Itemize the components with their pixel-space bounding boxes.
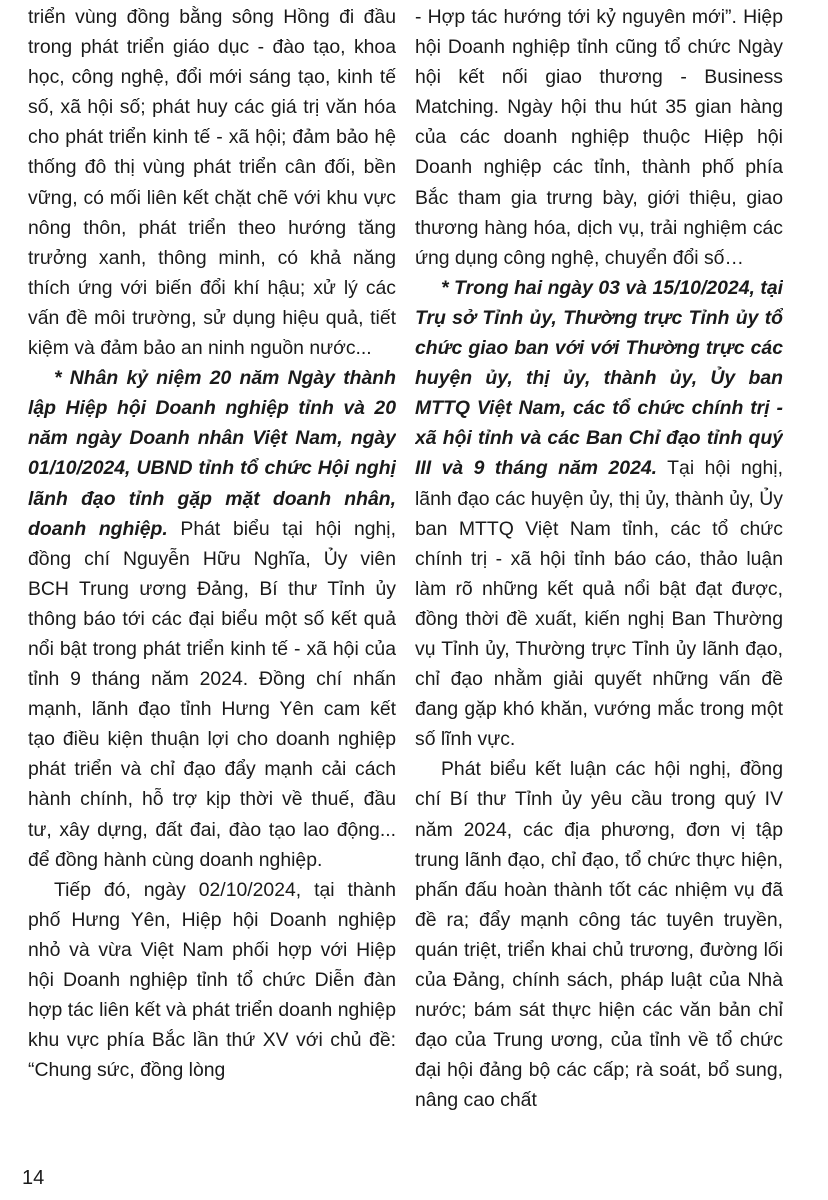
- body-text: Phát biểu tại hội nghị, đồng chí Nguyễn Hữu Nghĩa, Ủy viên BCH Trung ương Đảng, Bí thư Tỉnh ủy thông báo tới các đại biểu một số kết quả nổi bật trong phát triển kinh tế - xã hội của tỉnh 9 tháng năm 2024. Đồng chí nhấn mạnh, lãnh đạo tỉnh Hưng Yên cam kết tạo điều kiện thuận lợi cho doanh nghiệp phát triển và chỉ đạo đẩy mạnh cải cách hành chính, hỗ trợ kịp thời về thuế, đầu tư, xây dựng, đất đai, đào tạo lao động... để đồng hành cùng doanh nghiệp.: [28, 517, 396, 871]
- body-text: triển vùng đồng bằng sông Hồng đi đầu trong phát triển giáo dục - đào tạo, khoa học, công nghệ, đổi mới sáng tạo, kinh tế số, xã hội số; phát huy các giá trị văn hóa cho phát triển kinh tế - xã hội; đảm bảo hệ thống đô thị vùng phát triển cân đối, bền vững, có mối liên kết chặt chẽ với khu vực nông thôn, phát triển theo hướng tăng trưởng xanh, thông minh, có khả năng thích ứng với biến đổi khí hậu; xử lý các vấn đề môi trường, sử dụng hiệu quả, tiết kiệm và đảm bảo an ninh nguồn nước...: [28, 6, 396, 360]
- text-column-left: [28, 2, 396, 1142]
- paragraph: [415, 273, 783, 755]
- body-text: Tại hội nghị, lãnh đạo các huyện ủy, thị ủy, thành ủy, Ủy ban MTTQ Việt Nam tỉnh, các tổ chức chính trị - xã hội tỉnh báo cáo, thảo luận làm rõ những kết quả nổi bật đạt được, đồng thời đề xuất, kiến nghị Ban Thường vụ Tỉnh ủy, Thường trực Tỉnh ủy lãnh đạo, chỉ đạo nhằm giải quyết những vấn đề đang gặp khó khăn, vướng mắc trong một số lĩnh vực.: [415, 457, 783, 751]
- body-text: - Hợp tác hướng tới kỷ nguyên mới”. Hiệp hội Doanh nghiệp tỉnh cũng tổ chức Ngày hội kết nối giao thương - Business Matching. Ngày hội thu hút 35 gian hàng của các doanh nghiệp thuộc Hiệp hội Doanh nghiệp các tỉnh, thành phố phía Bắc tham gia trưng bày, giới thiệu, giao thương hàng hóa, dịch vụ, trải nghiệm các ứng dụng công nghệ, chuyển đổi số…: [415, 6, 783, 269]
- body-text: Tiếp đó, ngày 02/10/2024, tại thành phố Hưng Yên, Hiệp hội Doanh nghiệp nhỏ và vừa Việt Nam phối hợp với Hiệp hội Doanh nghiệp tỉnh tổ chức Diễn đàn hợp tác liên kết và phát triển doanh nghiệp khu vực phía Bắc lần thứ XV với chủ đề: “Chung sức, đồng lòng: [28, 878, 396, 1082]
- emphasized-lead-text: * Nhân kỷ niệm 20 năm Ngày thành lập Hiệp hội Doanh nghiệp tỉnh và 20 năm ngày Doanh nhân Việt Nam, ngày 01/10/2024, UBND tỉnh tổ chức Hội nghị lãnh đạo tỉnh gặp mặt doanh nhân, doanh nghiệp.: [28, 367, 396, 540]
- emphasized-lead-text: * Trong hai ngày 03 và 15/10/2024, tại Trụ sở Tỉnh ủy, Thường trực Tỉnh ủy tổ chức giao ban với với Thường trực các huyện ủy, thị ủy, thành ủy, Ủy ban MTTQ Việt Nam, các tổ chức chính trị - xã hội tỉnh và các Ban Chỉ đạo tỉnh quý III và 9 tháng năm 2024.: [415, 276, 783, 480]
- body-text: Phát biểu kết luận các hội nghị, đồng chí Bí thư Tỉnh ủy yêu cầu trong quý IV năm 2024, các địa phương, đơn vị tập trung lãnh đạo, chỉ đạo, tổ chức thực hiện, phấn đấu hoàn thành tốt các nhiệm vụ đã đề ra; đẩy mạnh công tác tuyên truyền, quán triệt, triển khai chủ trương, đường lối của Đảng, chính sách, pháp luật của Nhà nước; bám sát thực hiện các văn bản chỉ đạo của Trung ương, của tỉnh về tổ chức đại hội đảng bộ các cấp; rà soát, bổ sung, nâng cao chất: [415, 758, 783, 1112]
- paragraph: [415, 754, 783, 1115]
- paragraph: [28, 875, 396, 1086]
- paragraph: [28, 363, 396, 875]
- page-number: 14: [22, 1167, 45, 1189]
- paragraph: [415, 2, 783, 273]
- paragraph: [28, 2, 396, 363]
- text-column-right: [415, 2, 783, 1142]
